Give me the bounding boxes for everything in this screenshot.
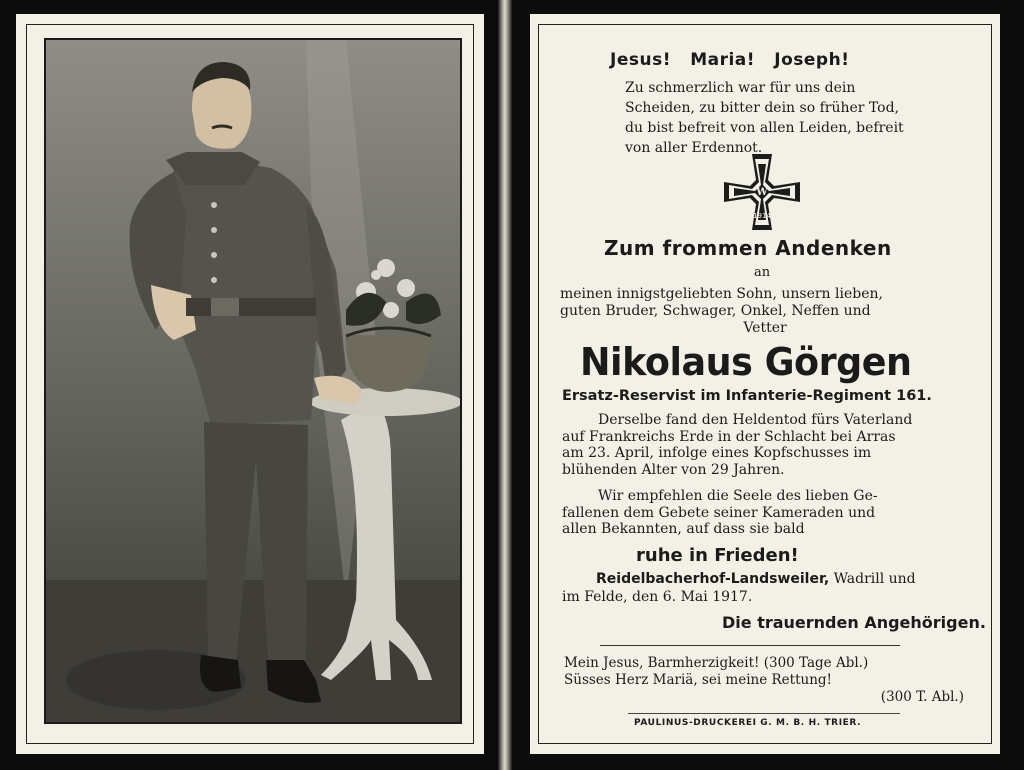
divider	[600, 645, 900, 646]
place-date: im Felde, den 6. Mai 1917.	[562, 589, 753, 605]
dedication-line: meinen innigstgeliebten Sohn, unsern lieben,	[560, 286, 883, 302]
soldier-portrait-image	[46, 40, 460, 722]
verse-line: du bist befreit von allen Leiden, befreit	[625, 120, 904, 136]
prayer-line: (300 T. Abl.)	[880, 689, 964, 705]
dedication-line: guten Bruder, Schwager, Onkel, Neffen und	[560, 303, 871, 319]
indulgence-prayers	[564, 655, 964, 706]
dedication-line: Vetter	[743, 320, 787, 336]
rest-in-peace: ruhe in Frieden!	[636, 545, 799, 566]
verse-line: Scheiden, zu bitter dein so früher Tod,	[625, 100, 900, 116]
death-description	[562, 412, 912, 478]
cross-year: 1914	[753, 212, 771, 220]
death-line: blühenden Alter von 29 Jahren.	[562, 461, 785, 478]
card-fold	[498, 0, 512, 770]
deceased-name: Nikolaus Görgen	[580, 340, 912, 384]
death-line: Derselbe fand den Heldentod fürs Vaterland	[598, 412, 913, 428]
death-line: auf Frankreichs Erde in der Schlacht bei Arras	[562, 428, 896, 445]
military-rank: Ersatz-Reservist im Infanterie-Regiment 161.	[562, 388, 932, 404]
soldier-portrait-photo	[44, 38, 462, 724]
verse-line: von aller Erdennot.	[625, 140, 763, 156]
recommend-line: Wir empfehlen die Seele des lieben Ge-	[598, 488, 878, 504]
dedication	[560, 286, 970, 337]
prayer-request	[562, 488, 878, 538]
svg-text:W: W	[756, 187, 768, 198]
printer-rule	[628, 713, 900, 714]
iron-cross-icon	[722, 152, 802, 232]
place-bold: Reidelbacherhof-Landsweiler,	[596, 571, 830, 587]
invocation: Jesus! Maria! Joseph!	[610, 50, 850, 70]
recommend-line: allen Bekannten, auf dass sie bald	[562, 521, 805, 537]
printer-imprint: PAULINUS-DRUCKEREI G. M. B. H. TRIER.	[634, 718, 862, 728]
place-rest: Wadrill und	[829, 571, 916, 587]
mourners-signature: Die trauernden Angehörigen.	[722, 613, 986, 632]
death-line: am 23. April, infolge eines Kopfschusses im	[562, 445, 872, 461]
prayer-line: Süsses Herz Mariä, sei meine Rettung!	[564, 672, 832, 688]
memorial-heading: Zum frommen Andenken	[604, 236, 892, 260]
place-and-date	[562, 570, 916, 606]
verse-line: Zu schmerzlich war für uns dein	[625, 80, 856, 96]
recommend-line: fallenen dem Gebete seiner Kameraden und	[562, 504, 876, 521]
verse	[625, 78, 904, 158]
preposition-an: an	[754, 265, 771, 280]
prayer-line: Mein Jesus, Barmherzigkeit! (300 Tage Abl.)	[564, 655, 869, 671]
